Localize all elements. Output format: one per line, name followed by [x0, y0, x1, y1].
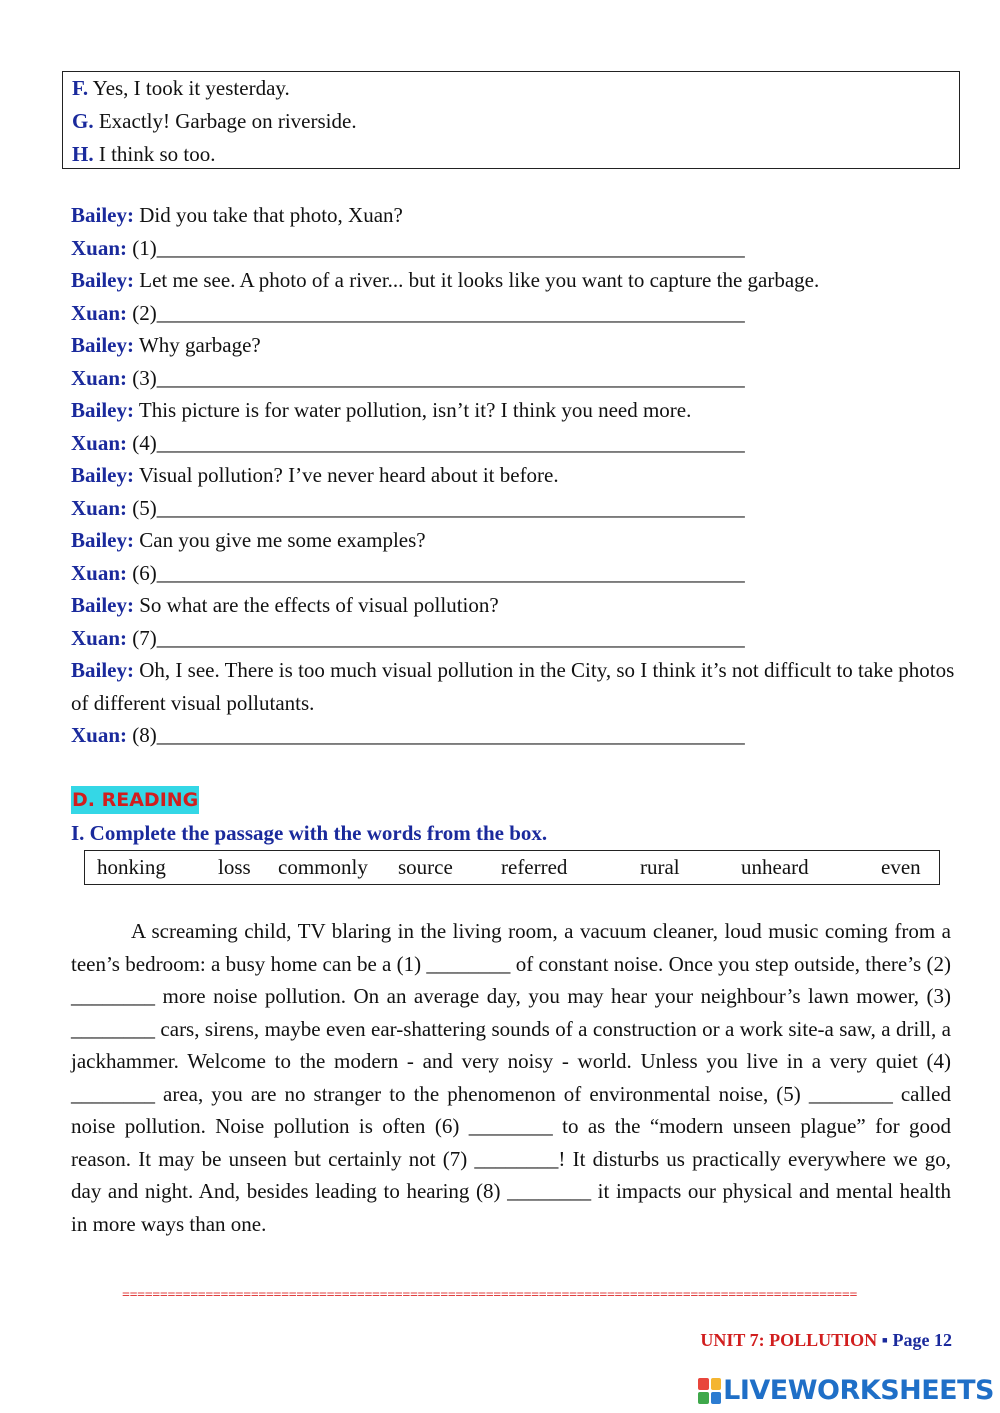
- logo-square: [698, 1392, 709, 1404]
- word-box-item: even: [881, 855, 921, 879]
- word-box-item: honking: [97, 855, 166, 879]
- option-letter: H.: [72, 142, 94, 166]
- option-letter: G.: [72, 109, 94, 133]
- answer-blank-5[interactable]: [71, 492, 956, 525]
- answer-blank-8[interactable]: [71, 719, 956, 752]
- answer-options-box: [62, 71, 960, 169]
- word-box-item: rural: [640, 855, 680, 879]
- option-g: [72, 105, 959, 138]
- option-h: [72, 138, 959, 171]
- speaker-name: Bailey:: [71, 268, 134, 292]
- dialogue-text: (5)________________________________________________________: [127, 495, 745, 520]
- word-box-item: source: [398, 855, 453, 879]
- option-text: Exactly! Garbage on riverside.: [93, 109, 357, 133]
- logo-square: [698, 1378, 709, 1390]
- word-box-item: loss: [218, 855, 251, 879]
- speaker-name: Xuan:: [71, 365, 128, 390]
- dialogue-line: [71, 654, 956, 719]
- page-number: Page 12: [892, 1330, 952, 1350]
- exercise-instruction: I. Complete the passage with the words from the box.: [71, 821, 548, 845]
- dialogue-line: [71, 524, 956, 557]
- logo-text: LIVEWORKSHEETS: [723, 1375, 994, 1406]
- logo-square: [711, 1378, 722, 1390]
- answer-blank-4[interactable]: [71, 427, 956, 460]
- speaker-name: Bailey:: [71, 463, 134, 487]
- dialogue-text: Can you give me some examples?: [134, 528, 426, 552]
- footer-bullet: ▪: [877, 1330, 893, 1350]
- speaker-name: Xuan:: [71, 723, 128, 747]
- answer-blank-3[interactable]: [71, 362, 956, 395]
- dialogue: [71, 199, 956, 752]
- word-box-item: commonly: [278, 855, 368, 879]
- speaker-name: Xuan:: [71, 495, 128, 520]
- word-box: [84, 850, 940, 885]
- liveworksheets-logo: [698, 1373, 994, 1409]
- speaker-name: Xuan:: [71, 560, 128, 585]
- speaker-name: Bailey:: [71, 593, 134, 617]
- dialogue-text: (1)________________________________________________________: [127, 235, 745, 260]
- logo-mark-icon: [698, 1378, 721, 1404]
- answer-blank-6[interactable]: [71, 557, 956, 590]
- answer-blank-1[interactable]: [71, 232, 956, 265]
- speaker-name: Xuan:: [71, 300, 128, 325]
- dialogue-text: (2)________________________________________________________: [127, 300, 745, 325]
- speaker-name: Xuan:: [71, 430, 128, 455]
- unit-title: UNIT 7: POLLUTION: [700, 1330, 878, 1350]
- dialogue-text: This picture is for water pollution, isn’t it? I think you need more.: [134, 398, 692, 422]
- logo-square: [711, 1392, 722, 1404]
- dialogue-text: Let me see. A photo of a river... but it looks like you want to capture the garbage.: [134, 268, 820, 292]
- dialogue-line: [71, 264, 956, 297]
- speaker-name: Bailey:: [71, 203, 134, 227]
- option-text: Yes, I took it yesterday.: [88, 76, 290, 100]
- option-text: I think so too.: [93, 142, 216, 166]
- section-heading: D. READING: [71, 786, 199, 814]
- answer-blank-2[interactable]: [71, 297, 956, 330]
- dialogue-text: So what are the effects of visual pollution?: [134, 593, 499, 617]
- answer-blank-7[interactable]: [71, 622, 956, 655]
- speaker-name: Bailey:: [71, 333, 134, 357]
- dialogue-text: (4)________________________________________________________: [127, 430, 745, 455]
- dialogue-text: Oh, I see. There is too much visual pollution in the City, so I think it’s not difficult to take photos of different visual pollutants.: [71, 658, 955, 715]
- option-f: [72, 72, 959, 105]
- speaker-name: Xuan:: [71, 625, 128, 650]
- dialogue-text: Did you take that photo, Xuan?: [134, 203, 403, 227]
- dialogue-text: (6)________________________________________________________: [127, 560, 745, 585]
- reading-passage: [71, 915, 951, 1240]
- word-box-item: referred: [501, 855, 568, 879]
- speaker-name: Bailey:: [71, 658, 134, 682]
- speaker-name: Xuan:: [71, 235, 128, 260]
- page-footer: [700, 1330, 952, 1351]
- dialogue-line: [71, 199, 956, 232]
- passage-text: A screaming child, TV blaring in the living room, a vacuum cleaner, loud music coming from a teen’s bedroom: a busy home can be a (1) ________ of constant noise. Once you step outside, there’s (2) ________ more noise pollution. On an average day, you may hear your neighbour’s lawn mower, (3) ________ cars, sirens, maybe even ear-shattering sounds of a construction or a work site-a saw, a drill, a jackhammer. Welcome to the modern - and very noisy - world. Unless you live in a very quiet (4) ________ area, you are no stranger to the phenomenon of environmental noise, (5) ________ called noise pollution. Noise pollution is often (6) ________ to as the “modern unseen plague” for good reason. It may be unseen but certainly not (7) ________! It disturbs us practically everywhere we go, day and night. And, besides leading to hearing (8) ________ it impacts our physical and mental health in more ways than one.: [71, 919, 951, 1236]
- page-divider: =================================================================================================: [122, 1288, 858, 1303]
- dialogue-line: [71, 459, 956, 492]
- dialogue-text: Why garbage?: [134, 333, 261, 357]
- dialogue-text: (7)________________________________________________________: [127, 625, 745, 650]
- dialogue-text: (8)________________________________________________________: [127, 723, 745, 747]
- speaker-name: Bailey:: [71, 528, 134, 552]
- dialogue-line: [71, 394, 956, 427]
- dialogue-line: [71, 329, 956, 362]
- dialogue-text: Visual pollution? I’ve never heard about it before.: [134, 463, 559, 487]
- dialogue-line: [71, 589, 956, 622]
- option-letter: F.: [72, 76, 89, 100]
- word-box-item: unheard: [741, 855, 809, 879]
- dialogue-text: (3)________________________________________________________: [127, 365, 745, 390]
- speaker-name: Bailey:: [71, 398, 134, 422]
